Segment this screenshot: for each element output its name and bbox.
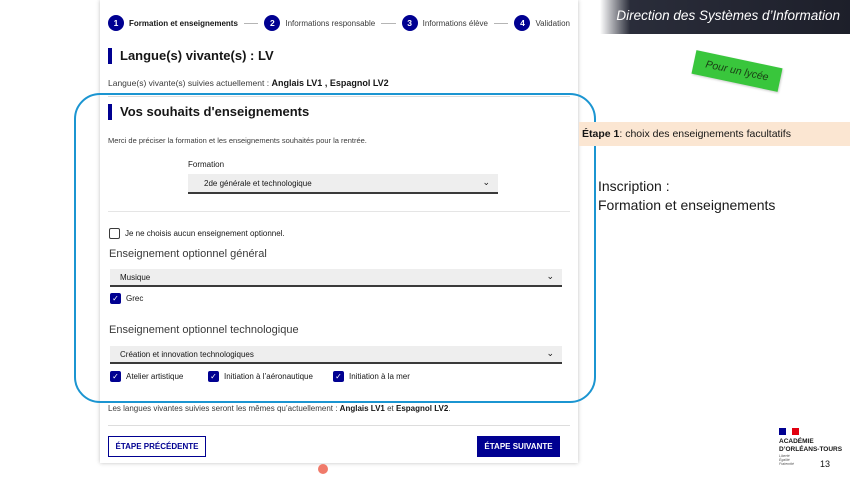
aeronautique-label: Initiation à l’aéronautique [224, 372, 313, 381]
current-languages-label: Langue(s) vivante(s) suivies actuellement : [108, 78, 272, 88]
step-separator [494, 23, 508, 24]
step-label: Informations responsable [285, 18, 376, 28]
logo-motto-2: Égalité [779, 458, 790, 462]
atelier-label: Atelier artistique [126, 372, 184, 381]
techno-option-select[interactable] [110, 346, 562, 364]
current-languages-value: Anglais LV1 , Espagnol LV2 [271, 78, 389, 88]
form-card [100, 0, 578, 463]
lv-note-lv1: Anglais LV1 [339, 404, 385, 413]
aeronautique-checkbox-row[interactable] [208, 371, 313, 382]
chevron-down-icon: ⌄ [482, 176, 490, 187]
lv-note-lv2: Espagnol LV2 [396, 404, 449, 413]
step-number-badge: 3 [402, 15, 418, 31]
lv-note [108, 404, 451, 413]
step-4[interactable] [514, 15, 570, 31]
logo-motto-1: Liberté [779, 454, 790, 458]
formation-select[interactable] [188, 174, 498, 194]
next-step-button[interactable]: ÉTAPE SUIVANTE [477, 436, 560, 457]
lv-section-title: Langue(s) vivante(s) : LV [108, 48, 274, 64]
header-band [600, 0, 850, 34]
step-label: Formation et enseignements [129, 18, 238, 28]
step-separator [381, 23, 395, 24]
step-2[interactable] [264, 15, 375, 31]
lv-note-joiner: et [384, 404, 396, 413]
step-number-badge: 4 [514, 15, 530, 31]
checkbox-checked-icon[interactable] [208, 371, 219, 382]
footer-divider [108, 425, 570, 426]
chevron-down-icon: ⌄ [546, 270, 554, 281]
step-number-badge: 1 [108, 15, 124, 31]
general-option-select-value: Musique [120, 272, 151, 282]
no-option-checkbox[interactable] [109, 228, 120, 239]
techno-option-title: Enseignement optionnel technologique [109, 324, 299, 336]
checkbox-checked-icon[interactable] [110, 293, 121, 304]
step-1[interactable] [108, 15, 238, 31]
souhaits-section-title: Vos souhaits d'enseignements [108, 104, 309, 120]
formation-label: Formation [188, 160, 225, 169]
pointer-dot [318, 464, 328, 474]
flag-icon [779, 428, 799, 435]
lycee-sticker: Pour un lycée [691, 50, 782, 92]
step-callout-text: : choix des enseignements facultatifs [619, 128, 791, 140]
mer-checkbox-row[interactable] [333, 371, 410, 382]
mer-label: Initiation à la mer [349, 372, 410, 381]
step-label: Informations élève [422, 18, 488, 28]
no-option-label: Je ne choisis aucun enseignement optionnel. [125, 229, 285, 238]
chevron-down-icon: ⌄ [546, 347, 554, 358]
no-option-checkbox-row[interactable] [109, 228, 285, 239]
checkbox-checked-icon[interactable] [333, 371, 344, 382]
step-callout [579, 122, 850, 146]
section-divider [108, 96, 570, 97]
current-languages [108, 78, 389, 88]
header-title: Direction des Systèmes d’Information [616, 8, 840, 23]
techno-option-select-value: Création et innovation technologiques [120, 349, 254, 359]
previous-step-button[interactable]: ÉTAPE PRÉCÉDENTE [108, 436, 206, 457]
atelier-checkbox-row[interactable] [110, 371, 183, 382]
lv-note-suffix: . [448, 404, 451, 413]
grec-checkbox-row[interactable] [110, 293, 143, 304]
souhaits-intro: Merci de préciser la formation et les enseignements souhaités pour la rentrée. [108, 136, 367, 145]
formation-select-value: 2de générale et technologique [204, 178, 312, 188]
inner-divider [108, 211, 570, 212]
logo-line-1: ACADÉMIE [779, 438, 814, 445]
checkbox-checked-icon[interactable] [110, 371, 121, 382]
inscription-line-2: Formation et enseignements [598, 197, 776, 213]
inscription-text [598, 177, 775, 215]
stepper [108, 13, 570, 33]
step-3[interactable] [402, 15, 488, 31]
general-option-select[interactable] [110, 269, 562, 287]
general-option-title: Enseignement optionnel général [109, 248, 267, 260]
step-number-badge: 2 [264, 15, 280, 31]
step-label: Validation [535, 18, 570, 28]
step-callout-bold: Étape 1 [582, 128, 620, 140]
grec-label: Grec [126, 294, 144, 303]
inscription-line-1: Inscription : [598, 178, 670, 194]
logo-line-2: D’ORLÉANS-TOURS [779, 445, 843, 453]
page-number: 13 [820, 459, 831, 469]
step-separator [244, 23, 258, 24]
lv-note-text: Les langues vivantes suivies seront les mêmes qu’actuellement : [108, 404, 340, 413]
logo-motto-3: Fraternité [779, 462, 794, 466]
